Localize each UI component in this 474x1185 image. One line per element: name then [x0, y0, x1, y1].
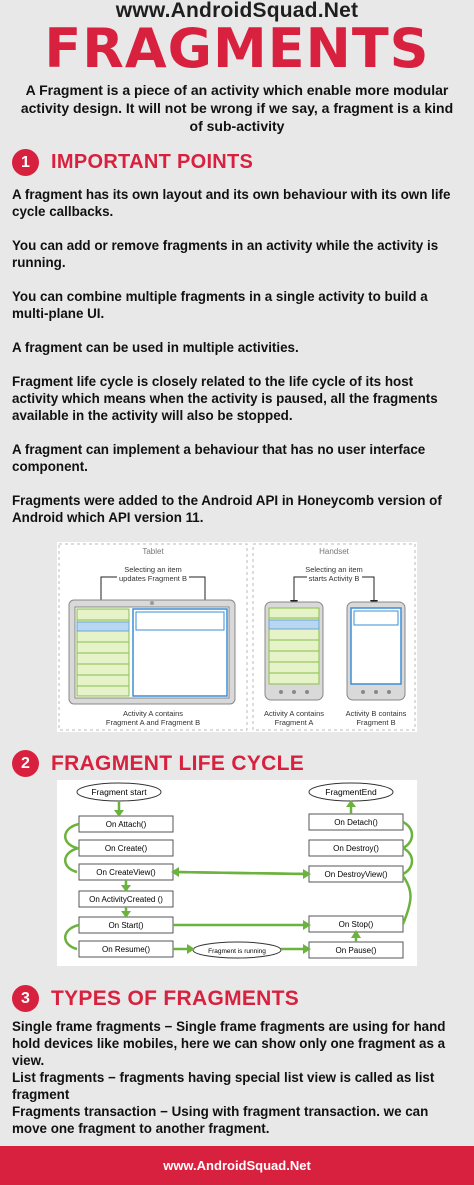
on-stop-label: On Stop() — [338, 920, 374, 929]
handset-label: Handset — [319, 547, 349, 556]
handset-note: Selecting an item starts Activity B — [305, 565, 363, 583]
section-title: TYPES OF FRAGMENTS — [51, 986, 300, 1010]
arrow-line — [362, 577, 374, 604]
tablet-camera — [150, 601, 154, 605]
page-title: FRAGMENTS — [44, 17, 430, 80]
fragment-b-header — [354, 611, 398, 625]
list-item: A fragment can implement a behaviour that has no user interface component. — [12, 442, 426, 474]
footer-bar — [0, 1146, 474, 1185]
section-number-badge: 3 — [12, 985, 39, 1012]
selected-item — [269, 620, 319, 629]
tablet-caption: Activity A contains Fragment A and Fragment B — [105, 709, 201, 727]
list-item: Single frame fragments − Single frame fragments are using for hand hold devices like mobiles, here we can show only one fragment as a view. — [12, 1019, 446, 1068]
list-item: A fragment can be used in multiple activities. — [12, 340, 299, 355]
tablet-label: Tablet — [142, 547, 164, 556]
on-detach-label: On Detach() — [334, 818, 378, 827]
on-start-label: On Start() — [108, 921, 144, 930]
list-item: Fragment life cycle is closely related to the life cycle of its host activity which means when the activity is paused, all the fragments available in the activity will also be stopped. — [12, 374, 438, 423]
on-destroyview-label: On DestroyView() — [324, 870, 388, 879]
phone-button — [361, 690, 365, 694]
intro-text: A Fragment is a piece of an activity which enable more modular activity design. It will not be wrong if we say, a fragment is a kind of sub-activity — [20, 82, 454, 134]
arrow-line — [403, 876, 411, 924]
on-activitycreated-label: On ActivityCreated () — [89, 895, 163, 904]
on-resume-label: On Resume() — [101, 945, 151, 954]
arrow-head — [187, 944, 195, 954]
phone-button — [305, 690, 309, 694]
fragment-b-header — [136, 612, 224, 630]
arrow-line — [65, 824, 79, 848]
list-item: You can combine multiple fragments in a single activity to build a multi-plane UI. — [12, 289, 428, 321]
running-label: Fragment is running — [208, 948, 266, 955]
section-number-badge: 1 — [12, 149, 39, 176]
footer-site-url: www.AndroidSquad.Net — [163, 1158, 311, 1173]
tablet-note: Selecting an item updates Fragment B — [119, 565, 187, 583]
arrow-line — [403, 848, 412, 874]
on-attach-label: On Attach() — [105, 820, 147, 829]
points-list — [12, 186, 462, 526]
arrow-line — [403, 822, 412, 848]
section-title: IMPORTANT POINTS — [51, 151, 254, 173]
section-types-of-fragments — [12, 985, 474, 1012]
arrow-line — [65, 848, 79, 872]
on-createview-label: On CreateView() — [96, 868, 156, 877]
handset-a-caption: Activity A contains Fragment A — [263, 709, 325, 727]
end-label: FragmentEnd — [325, 787, 377, 797]
section-important-points — [12, 149, 474, 176]
phone-button — [279, 690, 283, 694]
list-item: Fragments were added to the Android API in Honeycomb version of Android which API version 11. — [12, 493, 442, 525]
list-item: A fragment has its own layout and its own behaviour with its own life cycle callbacks. — [12, 187, 451, 219]
on-destroy-label: On Destroy() — [333, 844, 379, 853]
tablet-handset-diagram — [57, 542, 417, 732]
section-number-badge: 2 — [12, 750, 39, 777]
arrow-line — [294, 577, 307, 604]
site-url-top: www.AndroidSquad.Net — [115, 0, 359, 22]
list-item: Fragments transaction − Using with fragment transaction. we can move one fragment to another fragment. — [12, 1104, 429, 1136]
lifecycle-diagram — [57, 780, 417, 966]
arrow-line — [65, 925, 79, 949]
on-create-label: On Create() — [104, 844, 148, 853]
arrow-line — [175, 872, 309, 874]
section-fragment-life-cycle — [12, 750, 474, 777]
selected-item — [77, 622, 129, 631]
list-item: List fragments − fragments having special list view is called as list fragment — [12, 1070, 435, 1102]
handset-b-caption: Activity B contains Fragment B — [345, 709, 407, 727]
phone-button — [292, 690, 296, 694]
types-list — [12, 1018, 462, 1137]
start-label: Fragment start — [91, 787, 147, 797]
list-item: You can add or remove fragments in an activity while the activity is running. — [12, 238, 439, 270]
on-pause-label: On Pause() — [335, 946, 377, 955]
section-title: FRAGMENT LIFE CYCLE — [51, 751, 305, 775]
phone-button — [374, 690, 378, 694]
phone-button — [387, 690, 391, 694]
